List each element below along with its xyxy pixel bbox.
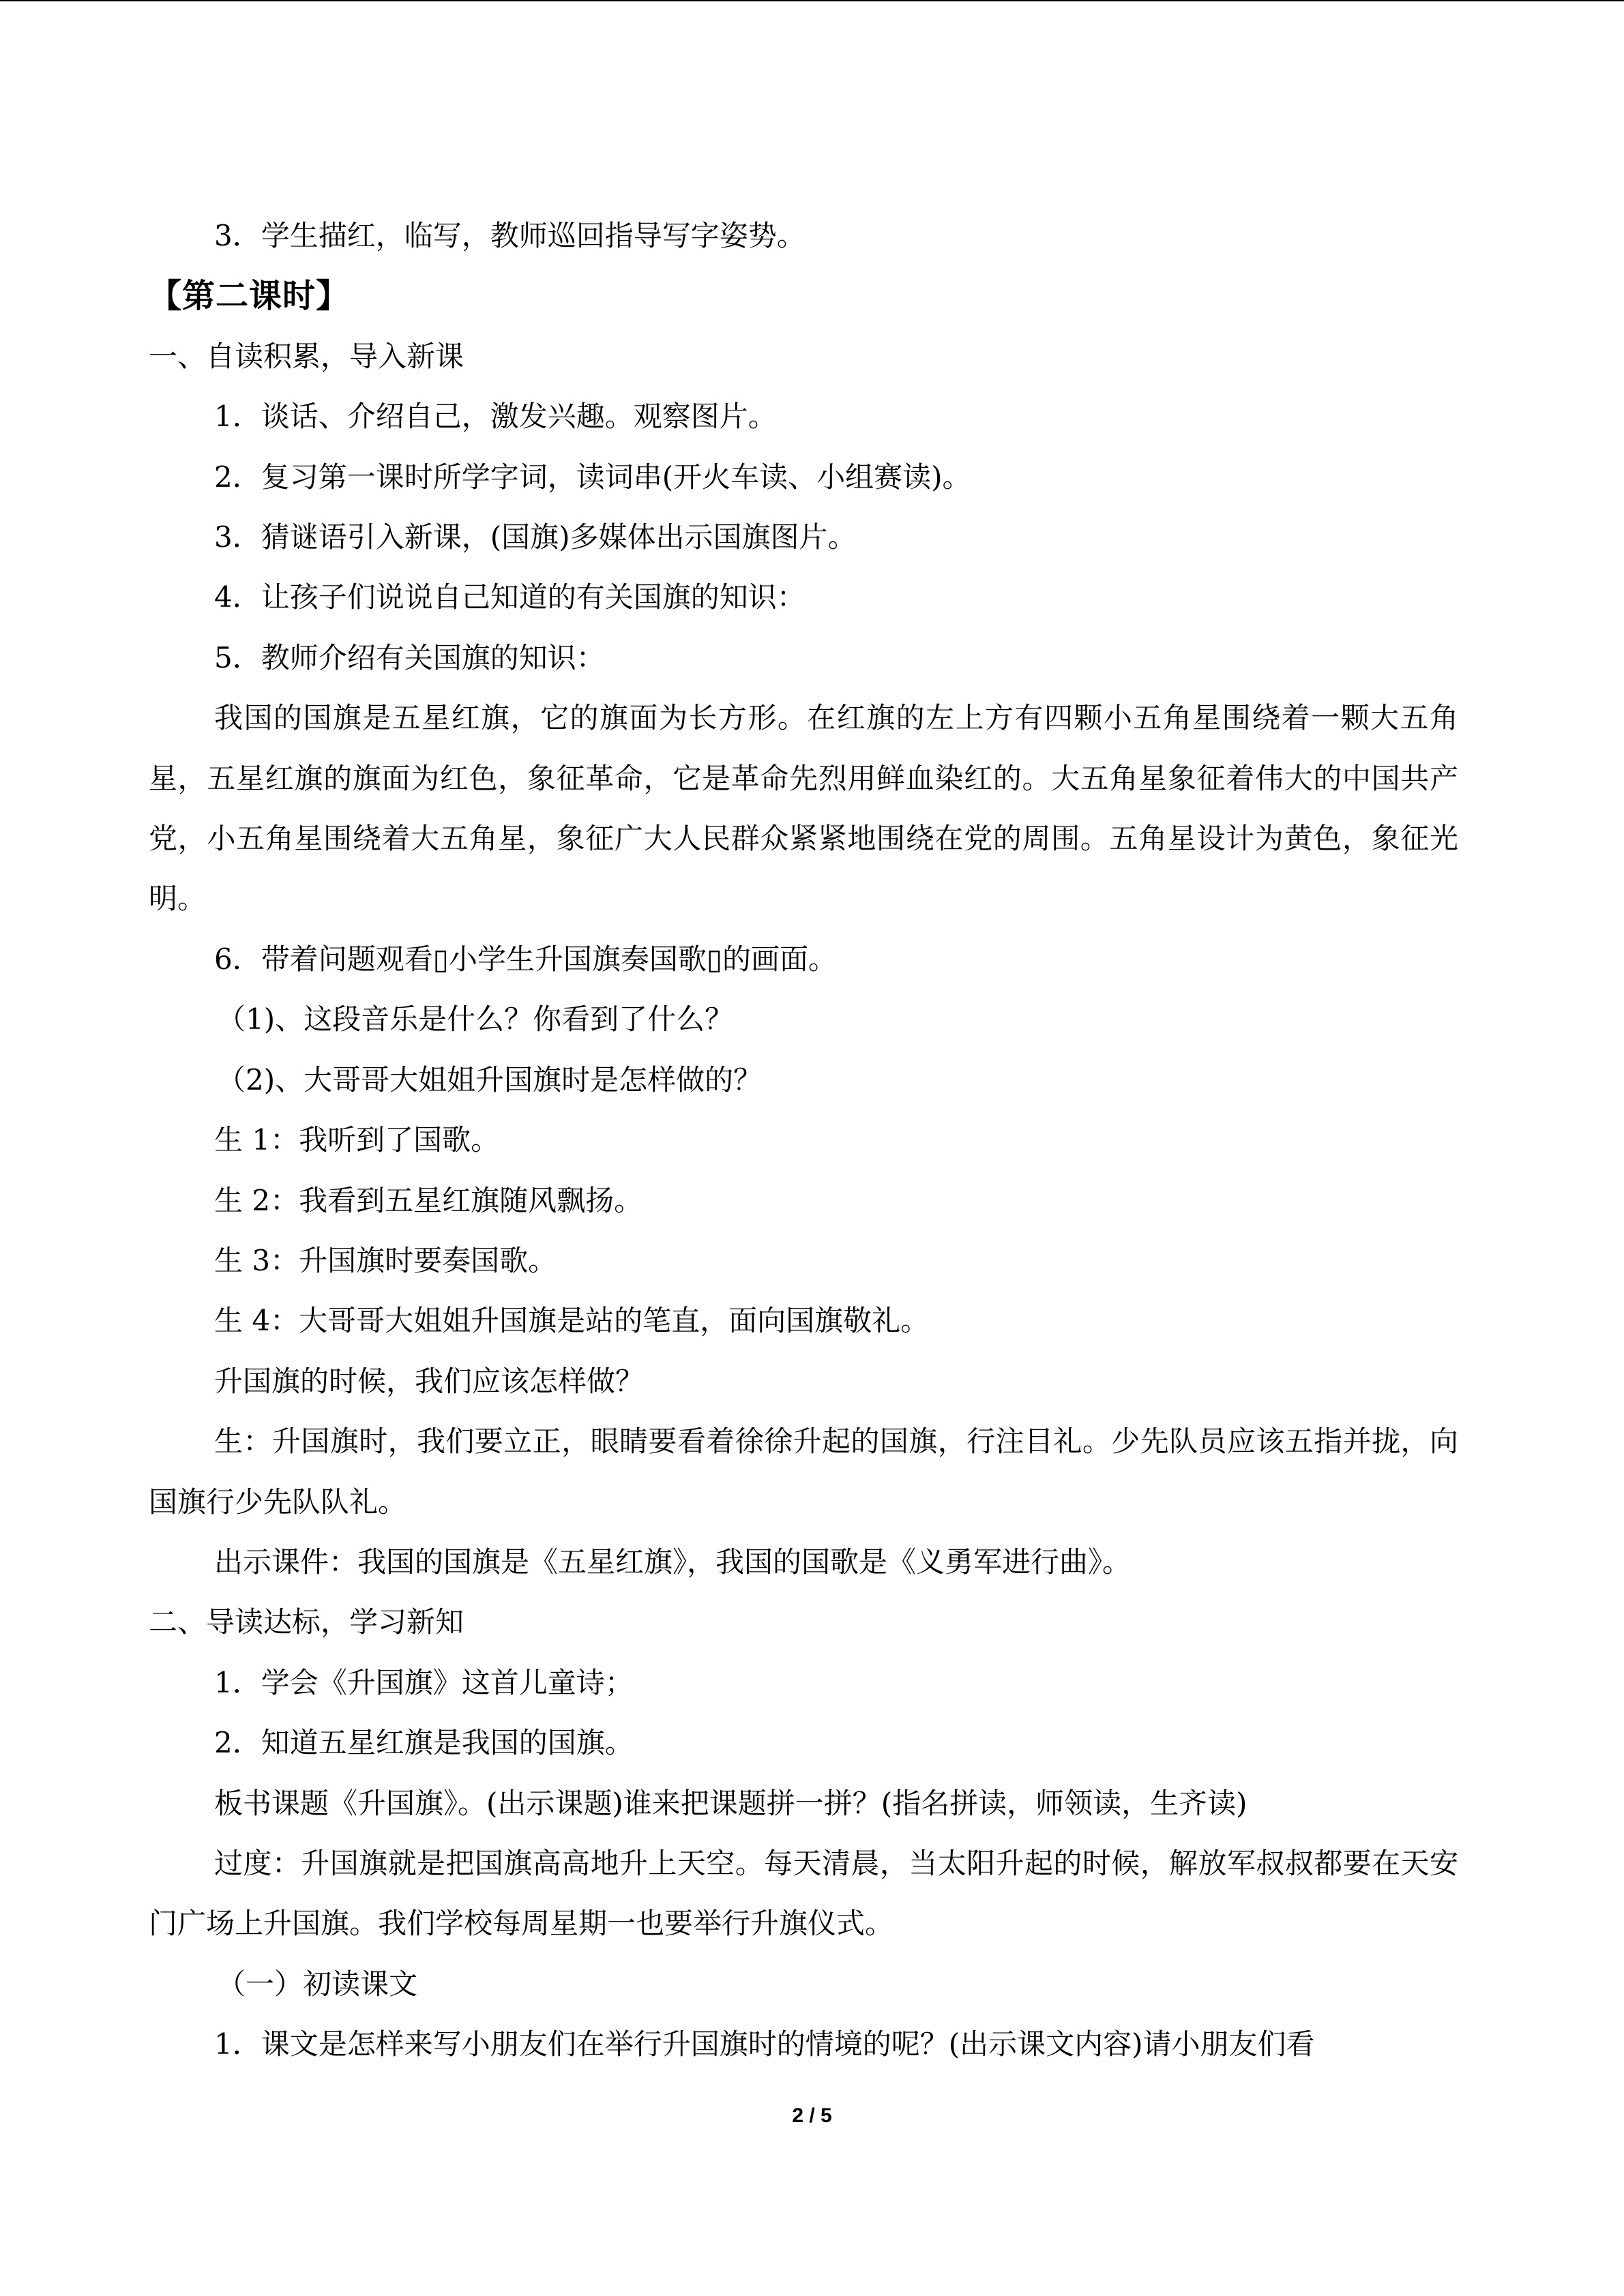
- section-subheading: 一、自读积累，导入新课: [149, 339, 464, 373]
- section-heading: 【第二课时】: [149, 277, 350, 316]
- text-line: 出示课件：我国的国旗是《五星红旗》，我国的国歌是《义勇军进行曲》。: [214, 1545, 1132, 1579]
- text-line: 3．猜谜语引入新课，(国旗)多媒体出示国旗图片。: [214, 520, 857, 554]
- text-line: 1．谈话、介绍自己，激发兴趣。观察图片。: [214, 400, 777, 434]
- text-line: 生 1：我听到了国歌。: [214, 1123, 500, 1157]
- text-line: （2)、大哥哥大姐姐升国旗时是怎样做的？: [217, 1062, 763, 1097]
- text-line: 板书课题《升国旗》。(出示课题)谁来把课题拼一拼？(指名拼读，师领读，生齐读): [214, 1786, 1247, 1820]
- text-line: 生 2：我看到五星红旗随风飘扬。: [214, 1183, 643, 1217]
- page-number: 2 / 5: [792, 2104, 832, 2127]
- text-line: 1．课文是怎样来写小朋友们在举行升国旗时的情境的呢？(出示课文内容)请小朋友们看: [214, 2027, 1315, 2061]
- text-line: 6．带着问题观看▯小学生升国旗奏国歌▯的画面。: [214, 942, 837, 976]
- paragraph: 过度：升国旗就是把国旗高高地升上天空。每天清晨，当太阳升起的时候，解放军叔叔都要在天安门广场上升国旗。我们学校每周星期一也要举行升旗仪式。: [149, 1846, 1458, 1941]
- text-line: 3．学生描红，临写，教师巡回指导写字姿势。: [214, 219, 806, 252]
- text-line: 生 3：升国旗时要奏国歌。: [214, 1243, 557, 1277]
- text-line: 升国旗的时候，我们应该怎样做？: [214, 1364, 645, 1398]
- text-line: 生 4：大哥哥大姐姐升国旗是站的笔直，面向国旗敬礼。: [214, 1304, 930, 1338]
- paragraph: 我国的国旗是五星红旗，它的旗面为长方形。在红旗的左上方有四颗小五角星围绕着一颗大五角星，五星红旗的旗面为红色，象征革命，它是革命先烈用鲜血染红的。大五角星象征着伟大的中国共产党，小五角星围绕着大五角星，象征广大人民群众紧紧地围绕在党的周围。五角星设计为黄色，象征光明。: [149, 701, 1458, 916]
- document-body: [149, 206, 1458, 2075]
- paragraph: 生：升国旗时，我们要立正，眼睛要看着徐徐升起的国旗，行注目礼。少先队员应该五指并拢，向国旗行少先队队礼。: [149, 1425, 1458, 1519]
- text-line: 4．让孩子们说说自己知道的有关国旗的知识：: [214, 580, 806, 614]
- text-line: 1．学会《升国旗》这首儿童诗；: [214, 1665, 634, 1699]
- text-line: （一）初读课文: [217, 1967, 418, 2001]
- text-line: （1)、这段音乐是什么？你看到了什么？: [217, 1002, 734, 1037]
- text-line: 5．教师介绍有关国旗的知识：: [214, 640, 605, 674]
- text-line: 2．知道五星红旗是我国的国旗。: [214, 1726, 634, 1760]
- section-subheading: 二、导读达标，学习新知: [149, 1605, 464, 1639]
- text-line: 2．复习第一课时所学字词，读词串(开火车读、小组赛读)。: [214, 460, 971, 494]
